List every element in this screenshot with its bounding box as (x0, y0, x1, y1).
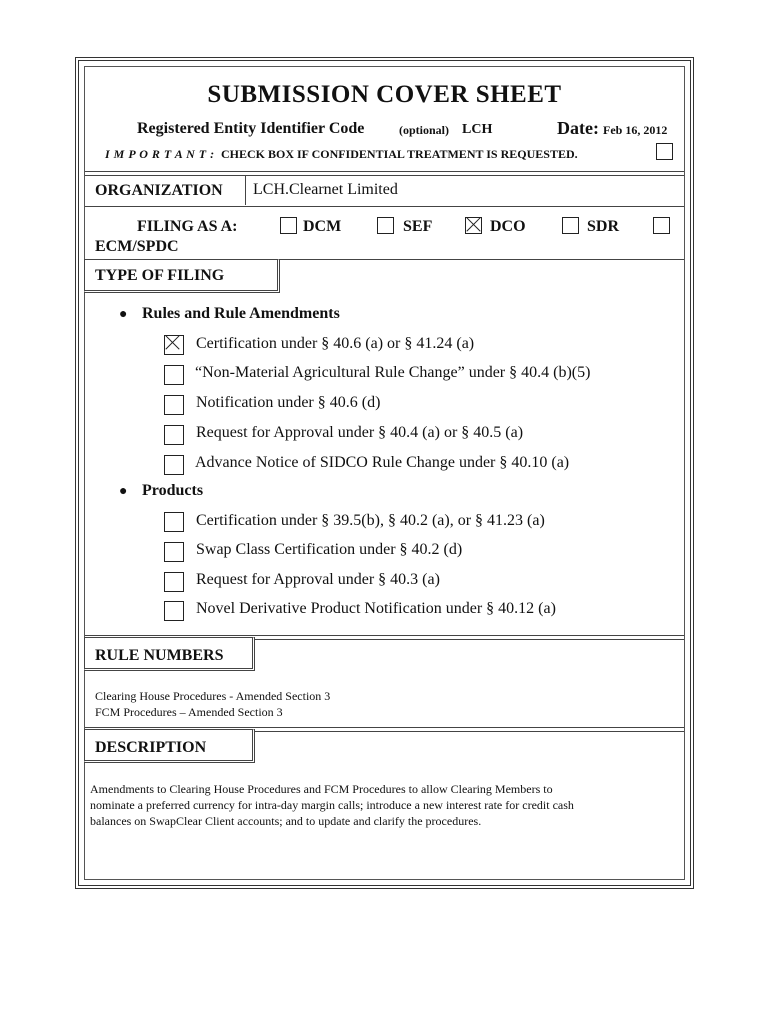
bullet-icon: ● (119, 484, 128, 499)
page-title: SUBMISSION COVER SHEET (207, 81, 562, 108)
sef-label: SEF (403, 218, 433, 235)
rule-number-line: Clearing House Procedures - Amended Section 3 (95, 689, 331, 703)
rule-item-label: “Non-Material Agricultural Rule Change” under § 40.4 (b)(5) (195, 364, 591, 381)
rule-item-checkbox[interactable] (164, 335, 184, 355)
dco-label: DCO (490, 218, 526, 235)
description-line: nominate a preferred currency for intra-day margin calls; introduce a new interest rate for credit cash (90, 798, 574, 812)
rule-item-label: Advance Notice of SIDCO Rule Change under § 40.10 (a) (195, 454, 570, 471)
description-line: balances on SwapClear Client accounts; and to update and clarify the procedures. (90, 814, 482, 828)
description-line: Amendments to Clearing House Procedures and FCM Procedures to allow Clearing Members to (90, 782, 553, 796)
optional-label: (optional) (399, 123, 450, 137)
rules-group-title: Rules and Rule Amendments (142, 305, 340, 322)
sdr-checkbox[interactable] (562, 217, 579, 234)
rule-numbers-label: RULE NUMBERS (95, 647, 224, 664)
rule-item-checkbox[interactable] (164, 455, 184, 475)
divider (85, 206, 684, 207)
ecm-spdc-label: ECM/SPDC (95, 238, 179, 255)
rule-item-label: Certification under § 40.6 (a) or § 41.24 (a) (196, 335, 475, 352)
product-item-checkbox[interactable] (164, 512, 184, 532)
organization-value: LCH.Clearnet Limited (253, 181, 398, 198)
rule-number-line: FCM Procedures – Amended Section 3 (95, 705, 283, 719)
description-label: DESCRIPTION (95, 739, 207, 756)
sef-checkbox[interactable] (377, 217, 394, 234)
product-item-label: Swap Class Certification under § 40.2 (d) (196, 541, 463, 558)
dcm-checkbox[interactable] (280, 217, 297, 234)
cover-sheet-inner (84, 66, 685, 880)
product-item-label: Novel Derivative Product Notification under § 40.12 (a) (196, 600, 556, 617)
product-item-checkbox[interactable] (164, 542, 184, 562)
bullet-icon: ● (119, 307, 128, 322)
rule-item-label: Request for Approval under § 40.4 (a) or § 40.5 (a) (196, 424, 524, 441)
date-label: Date: (557, 118, 599, 138)
rule-item-checkbox[interactable] (164, 365, 184, 385)
product-item-checkbox[interactable] (164, 572, 184, 592)
important-text: CHECK BOX IF CONFIDENTIAL TREATMENT IS REQUESTED. (221, 147, 578, 161)
product-item-label: Certification under § 39.5(b), § 40.2 (a), or § 41.23 (a) (196, 512, 545, 529)
confidential-checkbox[interactable] (656, 143, 673, 160)
date-value: Feb 16, 2012 (603, 123, 668, 137)
entity-code: LCH (462, 122, 493, 137)
dcm-label: DCM (303, 218, 342, 235)
product-item-checkbox[interactable] (164, 601, 184, 621)
product-item-label: Request for Approval under § 40.3 (a) (196, 571, 440, 588)
filing-as-label: FILING AS A: (137, 218, 238, 235)
products-group-title: Products (142, 482, 204, 499)
organization-label: ORGANIZATION (95, 182, 223, 199)
entity-label: Registered Entity Identifier Code (137, 120, 365, 137)
rule-item-label: Notification under § 40.6 (d) (196, 394, 381, 411)
important-label: I M P O R T A N T : (105, 147, 215, 161)
rule-item-checkbox[interactable] (164, 395, 184, 415)
ecm-spdc-checkbox[interactable] (653, 217, 670, 234)
dco-checkbox[interactable] (465, 217, 482, 234)
cover-sheet-frame (75, 57, 694, 889)
type-of-filing-label: TYPE OF FILING (95, 267, 225, 284)
rule-item-checkbox[interactable] (164, 425, 184, 445)
sdr-label: SDR (587, 218, 620, 235)
